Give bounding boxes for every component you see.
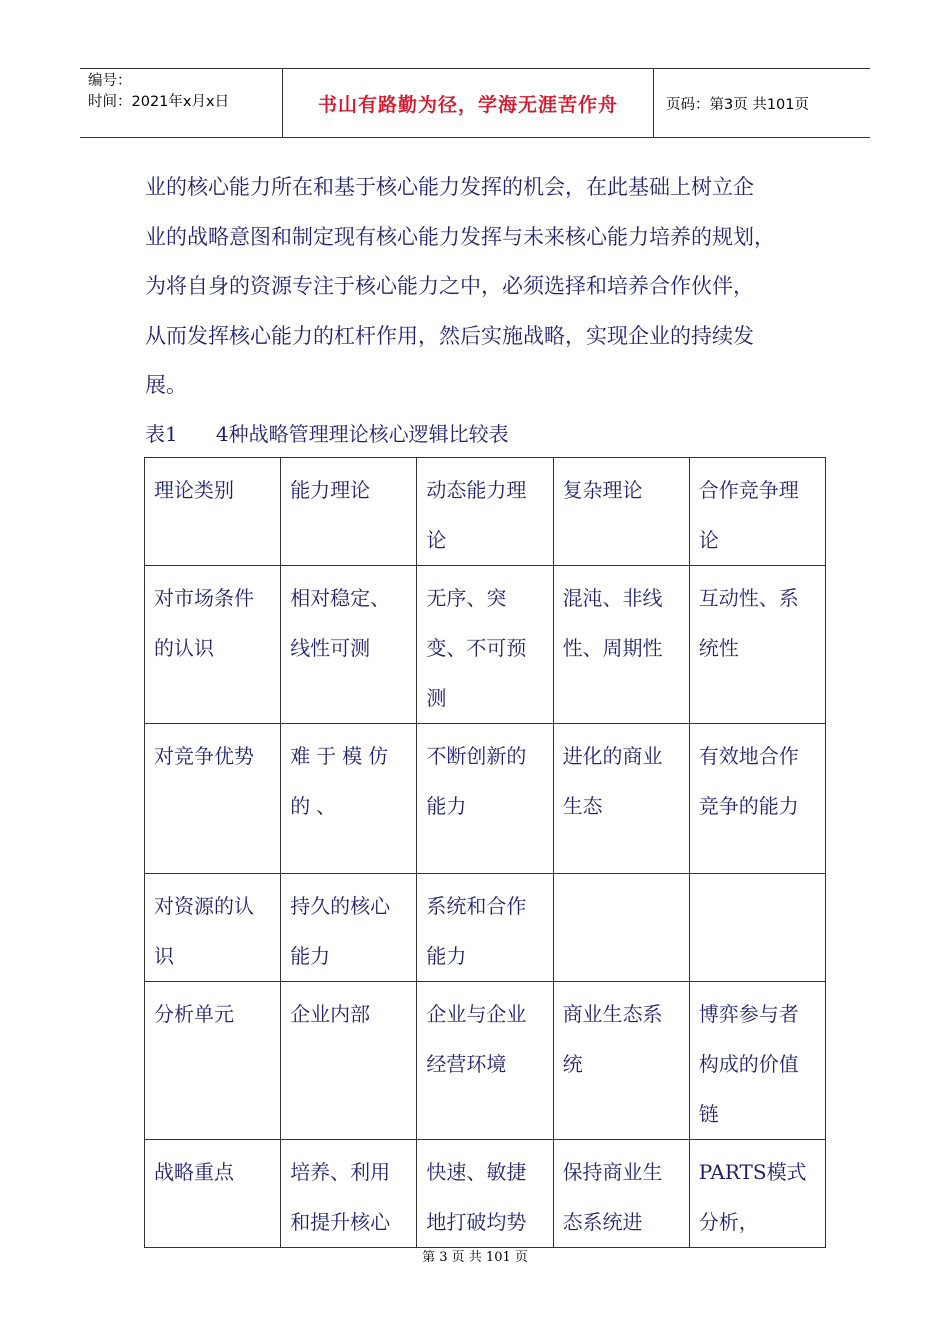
page-footer: 第 3 页 共 101 页 [422, 1250, 528, 1265]
table-cell: 相对稳定、线性可测 [281, 566, 417, 724]
header-page-info: 页码：第3页 共101页 [666, 96, 810, 113]
table-cell: 战略重点 [145, 1140, 281, 1248]
table-row [145, 724, 826, 874]
header-motto: 书山有路勤为径，学海无涯苦作舟 [282, 69, 654, 137]
comparison-table [144, 457, 826, 1248]
table-cell: 动态能力理论 [417, 458, 553, 566]
paragraph-line: 业的战略意图和制定现有核心能力发挥与未来核心能力培养的规划， [145, 224, 775, 249]
header-left-cell [80, 69, 282, 137]
table-cell: 博弈参与者构成的价值链 [689, 982, 825, 1140]
table-cell [553, 874, 689, 982]
table-cell: PARTS模式分析， [689, 1140, 825, 1248]
table-cell: 快速、敏捷地打破均势 [417, 1140, 553, 1248]
body-paragraph [145, 163, 825, 411]
paragraph-line: 为将自身的资源专注于核心能力之中，必须选择和培养合作伙伴， [145, 274, 754, 298]
table-cell: 混沌、非线性、周期性 [553, 566, 689, 724]
table-cell: 分析单元 [145, 982, 281, 1140]
table-caption: 表1 4种战略管理理论核心逻辑比较表 [145, 422, 509, 446]
table-cell: 企业与企业经营环境 [417, 982, 553, 1140]
table-cell [689, 874, 825, 982]
table-cell: 系统和合作能力 [417, 874, 553, 982]
table-row [145, 874, 826, 982]
paragraph-line: 从而发挥核心能力的杠杆作用，然后实施战略，实现企业的持续发 [145, 323, 754, 348]
table-cell: 培养、利用和提升核心 [281, 1140, 417, 1248]
paragraph-line: 展。 [145, 373, 187, 397]
table-cell: 商业生态系统 [553, 982, 689, 1140]
table-cell: 互动性、系统性 [689, 566, 825, 724]
table-cell: 进化的商业生态 [553, 724, 689, 874]
table-cell: 难于模仿的、 [281, 724, 417, 874]
table-cell: 复杂理论 [553, 458, 689, 566]
table-cell: 理论类别 [145, 458, 281, 566]
table-row [145, 458, 826, 566]
table-cell: 不断创新的能力 [417, 724, 553, 874]
page-header [80, 68, 870, 138]
table-cell: 有效地合作竞争的能力 [689, 724, 825, 874]
table-row [145, 982, 826, 1140]
document-number-label: 编号： [88, 73, 132, 89]
table-cell: 无序、突变、不可预测 [417, 566, 553, 724]
table-cell: 能力理论 [281, 458, 417, 566]
table-cell: 企业内部 [281, 982, 417, 1140]
table-cell: 对市场条件的认识 [145, 566, 281, 724]
table-row [145, 1140, 826, 1248]
table-row [145, 566, 826, 724]
table-cell: 合作竞争理论 [689, 458, 825, 566]
table-cell: 对竞争优势 [145, 724, 281, 874]
table-cell: 对资源的认识 [145, 874, 281, 982]
document-time-label: 时间：2021年x月x日 [88, 94, 230, 110]
paragraph-line: 业的核心能力所在和基于核心能力发挥的机会，在此基础上树立企 [145, 175, 754, 199]
table-cell: 保持商业生态系统进 [553, 1140, 689, 1248]
table-cell: 持久的核心能力 [281, 874, 417, 982]
